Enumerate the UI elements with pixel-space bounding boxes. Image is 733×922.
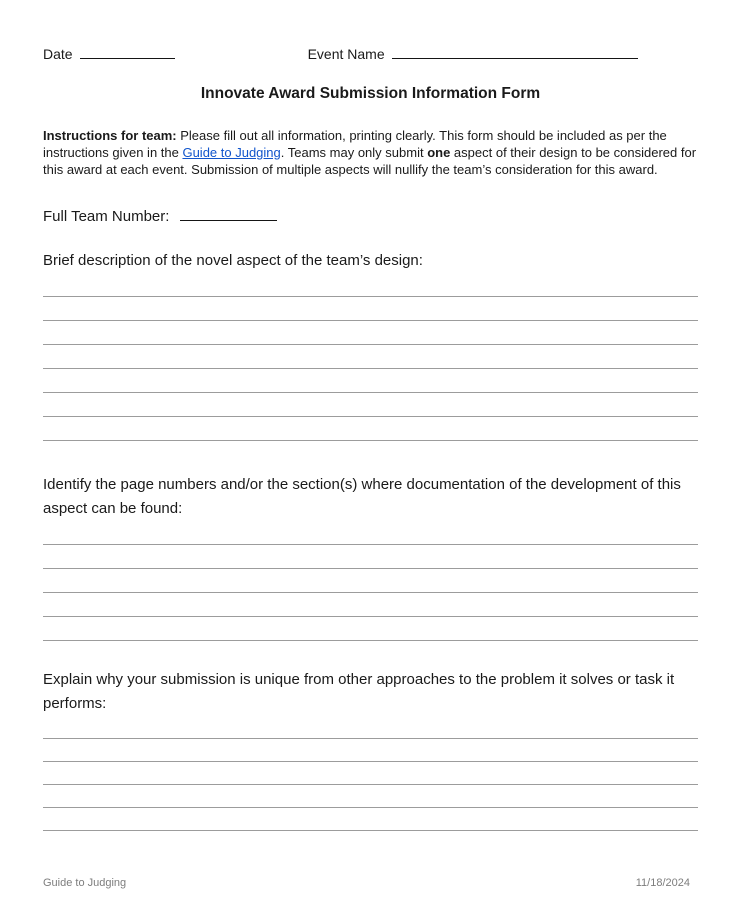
writing-line[interactable] bbox=[43, 762, 698, 785]
writing-line[interactable] bbox=[43, 617, 698, 641]
writing-line[interactable] bbox=[43, 321, 698, 345]
section-unique-explanation bbox=[43, 668, 698, 831]
writing-line[interactable] bbox=[43, 369, 698, 393]
writing-line[interactable] bbox=[43, 808, 698, 831]
event-name-blank[interactable] bbox=[392, 45, 638, 59]
writing-lines bbox=[43, 716, 698, 831]
writing-line[interactable] bbox=[43, 545, 698, 569]
writing-line[interactable] bbox=[43, 569, 698, 593]
guide-to-judging-link[interactable]: Guide to Judging bbox=[182, 145, 281, 160]
section-brief-description bbox=[43, 249, 698, 441]
date-label: Date bbox=[43, 46, 73, 62]
writing-line[interactable] bbox=[43, 716, 698, 739]
team-number-label: Full Team Number: bbox=[43, 208, 170, 225]
instructions-text-1: Please fill out all information, printing clearly. This form should be included as per the instructions given in the bbox=[43, 128, 667, 160]
section-page-numbers bbox=[43, 473, 698, 641]
page-footer bbox=[43, 877, 690, 890]
writing-line[interactable] bbox=[43, 345, 698, 369]
section-prompt: Identify the page numbers and/or the section(s) where documentation of the development of this aspect can be found: bbox=[43, 476, 681, 517]
date-blank[interactable] bbox=[80, 45, 175, 59]
instructions-text-2: . Teams may only submit bbox=[280, 145, 428, 160]
instructions-lead: Instructions for team: bbox=[43, 128, 177, 143]
instructions-text-3: aspect of their design to be considered for this award at each event. Submission of multiple aspects will nullify the team’s consideration for this award. bbox=[43, 145, 697, 177]
instructions-paragraph bbox=[43, 127, 698, 178]
writing-line[interactable] bbox=[43, 593, 698, 617]
writing-lines bbox=[43, 273, 698, 441]
writing-line[interactable] bbox=[43, 393, 698, 417]
writing-lines bbox=[43, 521, 698, 641]
team-number-blank[interactable] bbox=[180, 206, 277, 221]
page-title: Innovate Award Submission Information Form bbox=[200, 85, 541, 102]
writing-line[interactable] bbox=[43, 521, 698, 545]
instructions-bold-one: one bbox=[427, 145, 451, 160]
writing-line[interactable] bbox=[43, 785, 698, 808]
footer-date: 11/18/2024 bbox=[635, 877, 690, 889]
team-number-row bbox=[43, 206, 698, 225]
header-row bbox=[43, 45, 698, 62]
footer-left-text: Guide to Judging bbox=[43, 877, 127, 889]
writing-line[interactable] bbox=[43, 417, 698, 441]
writing-line[interactable] bbox=[43, 297, 698, 321]
event-name-label: Event Name bbox=[307, 46, 385, 62]
writing-line[interactable] bbox=[43, 273, 698, 297]
writing-line[interactable] bbox=[43, 739, 698, 762]
section-prompt: Brief description of the novel aspect of the team’s design: bbox=[43, 252, 423, 269]
section-prompt: Explain why your submission is unique from other approaches to the problem it solves or task it performs: bbox=[43, 671, 675, 712]
